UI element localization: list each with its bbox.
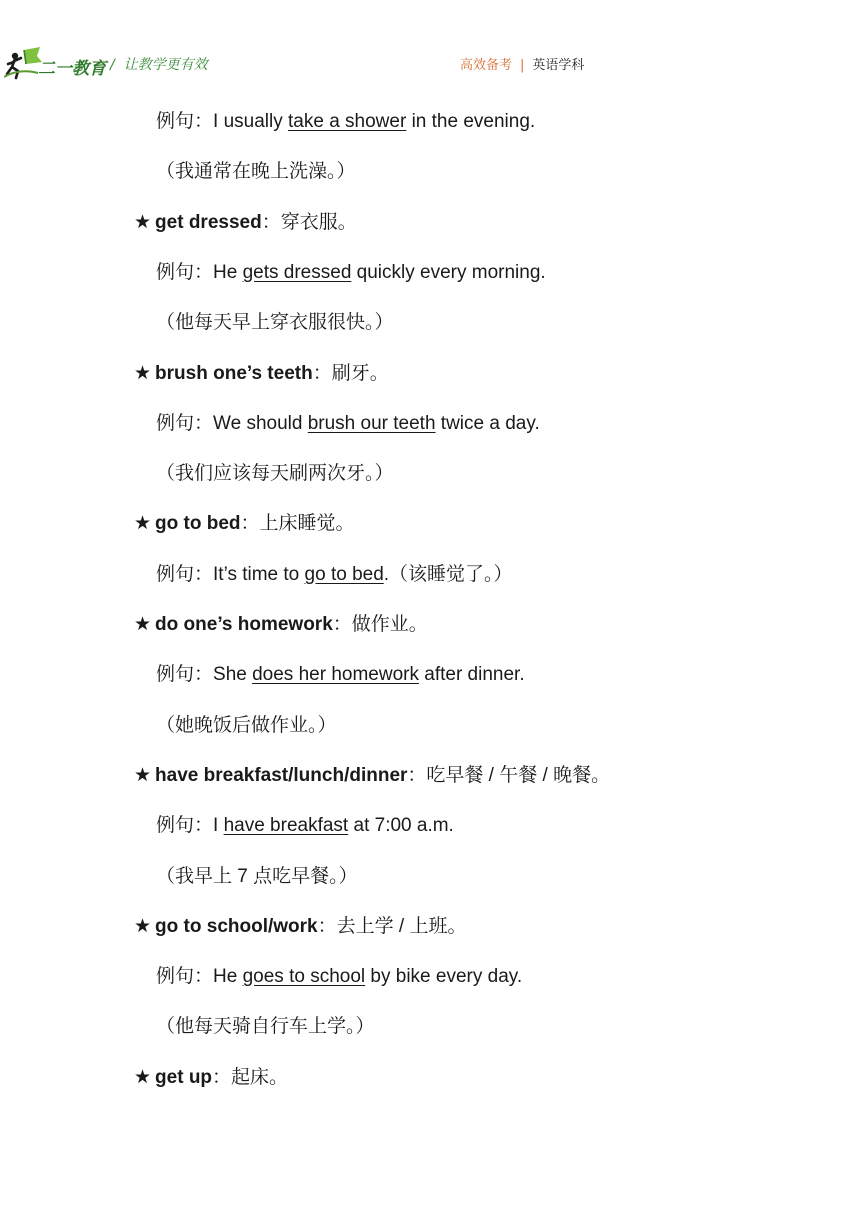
vocab-entry (134, 211, 357, 235)
vocab-entry (134, 764, 610, 788)
example-label: 例句： (156, 262, 214, 283)
example-sentence (156, 965, 522, 989)
example-sentence (156, 814, 454, 838)
vocab-entry (134, 512, 355, 536)
example-text-before: It’s time to (213, 564, 305, 585)
translation-line (156, 462, 394, 486)
entry-term: do one’s homework (155, 614, 333, 635)
translation-line (156, 160, 356, 184)
example-sentence (156, 663, 525, 687)
vocab-entry (134, 613, 428, 637)
example-text-after: .（该睡觉了。） (383, 564, 513, 585)
vocab-entry (134, 362, 389, 386)
star-icon: ★ (134, 765, 152, 786)
entry-meaning: ：吃早餐 / 午餐 / 晚餐。 (407, 765, 611, 786)
translation-text: （我早上 7 点吃早餐。） (156, 866, 358, 887)
example-underlined-phrase: take a shower (288, 111, 407, 132)
example-text-after: quickly every morning. (351, 262, 546, 283)
example-underlined-phrase: does her homework (252, 664, 419, 685)
example-underlined-phrase: brush our teeth (307, 413, 436, 434)
example-label: 例句： (156, 111, 214, 132)
example-text-before: He (213, 262, 243, 283)
header-slogan: / 让教学更有效 (110, 57, 208, 73)
entry-meaning: ：去上学 / 上班。 (317, 916, 467, 937)
example-text-before: I usually (213, 111, 288, 132)
translation-text: （他每天早上穿衣服很快。） (156, 312, 394, 333)
entry-meaning: ：上床睡觉。 (240, 513, 355, 534)
example-text-before: I (213, 815, 224, 836)
translation-text: （我通常在晚上洗澡。） (156, 161, 356, 182)
example-label: 例句： (156, 564, 214, 585)
example-text-after: by bike every day. (365, 966, 523, 987)
star-icon: ★ (134, 212, 152, 233)
example-label: 例句： (156, 413, 214, 434)
entry-term: get up (155, 1067, 213, 1088)
example-underlined-phrase: have breakfast (223, 815, 349, 836)
example-underlined-phrase: gets dressed (242, 262, 352, 283)
entry-term: get dressed (155, 212, 262, 233)
star-icon: ★ (134, 916, 152, 937)
example-label: 例句： (156, 966, 214, 987)
header-subject: 英语学科 (532, 58, 585, 73)
star-icon: ★ (134, 1067, 152, 1088)
example-text-before: He (213, 966, 243, 987)
example-underlined-phrase: goes to school (242, 966, 366, 987)
translation-text: （他每天骑自行车上学。） (156, 1016, 375, 1037)
example-sentence (156, 563, 513, 587)
example-text-after: in the evening. (406, 111, 536, 132)
star-icon: ★ (134, 614, 152, 635)
entry-term: go to bed (155, 513, 241, 534)
example-text-before: She (213, 664, 253, 685)
translation-line (156, 1015, 375, 1039)
example-sentence (156, 110, 535, 134)
example-text-after: twice a day. (435, 413, 540, 434)
page-header (0, 40, 860, 84)
entry-meaning: ：做作业。 (332, 614, 428, 635)
logo-text: 二一教育 (38, 59, 106, 79)
example-underlined-phrase: go to bed (304, 564, 384, 585)
entry-term: go to school/work (155, 916, 318, 937)
vocab-entry (134, 1066, 288, 1090)
translation-text: （她晚饭后做作业。） (156, 715, 337, 736)
translation-line (156, 311, 394, 335)
vocab-entry (134, 915, 466, 939)
star-icon: ★ (134, 363, 152, 384)
header-separator: | (520, 58, 525, 73)
entry-term: have breakfast/lunch/dinner (155, 765, 408, 786)
star-icon: ★ (134, 513, 152, 534)
example-text-after: after dinner. (418, 664, 525, 685)
entry-meaning: ：穿衣服。 (261, 212, 357, 233)
example-text-before: We should (213, 413, 308, 434)
header-right (460, 54, 584, 73)
entry-meaning: ：刷牙。 (312, 363, 389, 384)
example-sentence (156, 261, 546, 285)
example-label: 例句： (156, 664, 214, 685)
entry-meaning: ：起床。 (212, 1067, 289, 1088)
header-tag: 高效备考 (460, 58, 513, 73)
example-sentence (156, 412, 540, 436)
translation-line (156, 714, 337, 738)
entry-term: brush one’s teeth (155, 363, 313, 384)
example-label: 例句： (156, 815, 214, 836)
example-text-after: at 7:00 a.m. (348, 815, 454, 836)
translation-text: （我们应该每天刷两次牙。） (156, 463, 394, 484)
translation-line (156, 865, 358, 889)
